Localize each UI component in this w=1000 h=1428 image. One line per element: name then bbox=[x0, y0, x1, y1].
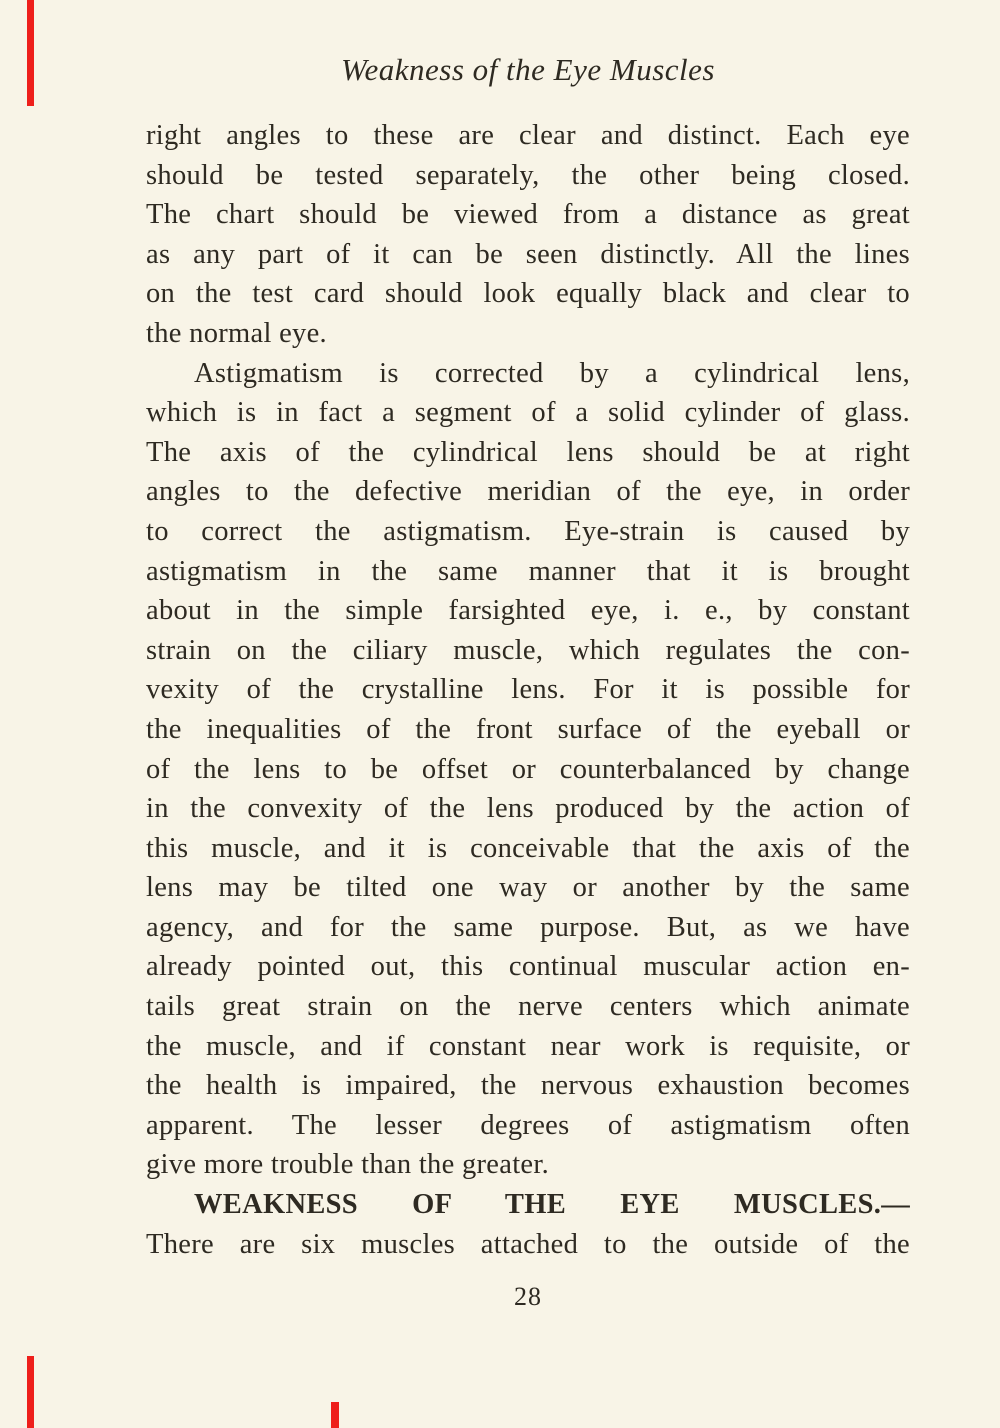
text-line: tails great strain on the nerve centers which animate bbox=[146, 991, 910, 1023]
paragraph bbox=[146, 116, 910, 354]
text-line: The axis of the cylindrical lens should be at right bbox=[146, 436, 910, 468]
text-line: the health is impaired, the nervous exhaustion becomes bbox=[146, 1070, 910, 1102]
scan-artifact-red-bottom-left bbox=[27, 1356, 34, 1428]
text-line: which is in fact a segment of a solid cylinder of glass. bbox=[146, 397, 910, 429]
text-line: The chart should be viewed from a distance as great bbox=[146, 199, 910, 231]
text-line: apparent. The lesser degrees of astigmatism often bbox=[146, 1109, 910, 1141]
text-line: the normal eye. bbox=[146, 317, 327, 349]
text-line: angles to the defective meridian of the eye, in order bbox=[146, 476, 910, 508]
text-line: as any part of it can be seen distinctly. All the lines bbox=[146, 238, 910, 270]
text-line: lens may be tilted one way or another by the same bbox=[146, 872, 910, 904]
text-line: about in the simple farsighted eye, i. e., by constant bbox=[146, 595, 910, 627]
page-number: 28 bbox=[514, 1282, 542, 1311]
text-line: agency, and for the same purpose. But, as we have bbox=[146, 911, 910, 943]
scan-artifact-red-bottom-mid bbox=[331, 1402, 339, 1428]
text-line: to correct the astigmatism. Eye-strain is caused by bbox=[146, 515, 910, 547]
text-line: There are six muscles attached to the outside of the bbox=[146, 1228, 910, 1260]
text-line: already pointed out, this continual muscular action en- bbox=[146, 951, 910, 983]
body-text bbox=[146, 116, 910, 1264]
text-line: right angles to these are clear and distinct. Each eye bbox=[146, 120, 910, 151]
text-line: the inequalities of the front surface of the eyeball or bbox=[146, 713, 910, 745]
text-line: in the convexity of the lens produced by the action of bbox=[146, 793, 910, 825]
text-line: WEAKNESS OF THE EYE MUSCLES.— bbox=[194, 1189, 910, 1221]
text-line: give more trouble than the greater. bbox=[146, 1149, 550, 1181]
text-line: vexity of the crystalline lens. For it is possible for bbox=[146, 674, 910, 706]
paragraph bbox=[146, 1185, 910, 1264]
text-line: astigmatism in the same manner that it is brought bbox=[146, 555, 910, 587]
running-header: Weakness of the Eye Muscles bbox=[341, 52, 715, 87]
text-line: Astigmatism is corrected by a cylindrical lens, bbox=[194, 357, 910, 389]
text-line: strain on the ciliary muscle, which regulates the con- bbox=[146, 634, 910, 666]
text-line: of the lens to be offset or counterbalanced by change bbox=[146, 753, 910, 785]
text-line: the muscle, and if constant near work is requisite, or bbox=[146, 1030, 910, 1062]
text-line: on the test card should look equally black and clear to bbox=[146, 278, 910, 310]
text-line: should be tested separately, the other being closed. bbox=[146, 159, 910, 191]
scan-artifact-red-top-left bbox=[27, 0, 34, 106]
paragraph bbox=[146, 354, 910, 1185]
text-line: this muscle, and it is conceivable that the axis of the bbox=[146, 832, 910, 864]
